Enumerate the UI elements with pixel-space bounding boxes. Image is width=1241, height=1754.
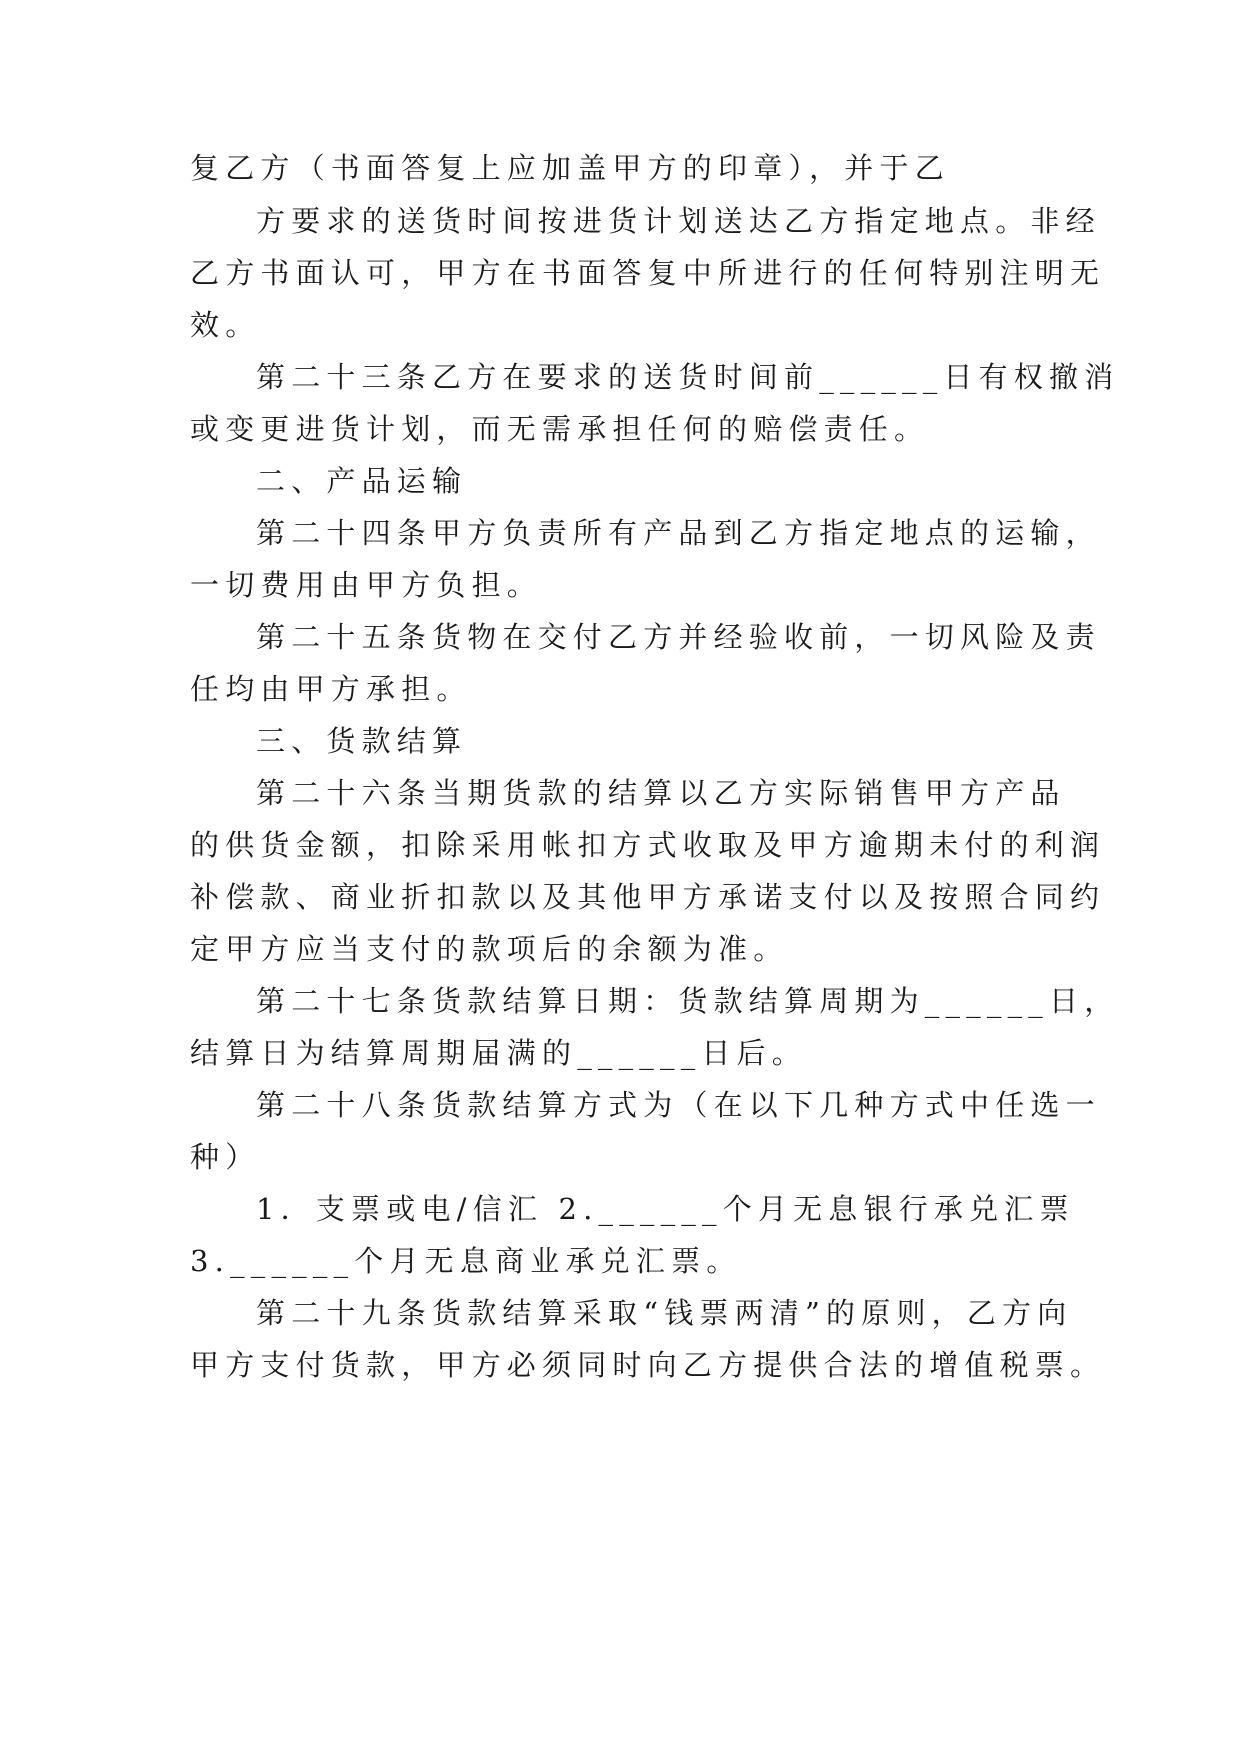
text-line-17: 第二十七条货款结算日期：货款结算周期为______日， xyxy=(256,984,1120,1018)
text-line-22: 3.______个月无息商业承兑汇票。 xyxy=(190,1244,742,1278)
text-line-23: 第二十九条货款结算采取“钱票两清”的原则，乙方向 xyxy=(256,1296,1073,1330)
text-line-24: 甲方支付货款，甲方必须同时向乙方提供合法的增值税票。 xyxy=(190,1348,1106,1382)
text-line-8: 第二十四条甲方负责所有产品到乙方指定地点的运输， xyxy=(256,516,1101,550)
text-line-1: 复乙方（书面答复上应加盖甲方的印章），并于乙 xyxy=(190,151,950,185)
text-line-11: 任均由甲方承担。 xyxy=(190,672,472,706)
text-line-6: 或变更进货计划，而无需承担任何的赔偿责任。 xyxy=(190,412,930,446)
text-line-3: 乙方书面认可，甲方在书面答复中所进行的任何特别注明无 xyxy=(190,256,1106,290)
text-line-2: 方要求的送货时间按进货计划送达乙方指定地点。非经 xyxy=(256,204,1101,238)
text-line-14: 的供货金额，扣除采用帐扣方式收取及甲方逾期未付的利润 xyxy=(190,828,1106,862)
text-line-19: 第二十八条货款结算方式为（在以下几种方式中任选一 xyxy=(256,1088,1101,1122)
text-line-15: 补偿款、商业折扣款以及其他甲方承诺支付以及按照合同约 xyxy=(190,880,1106,914)
text-line-16: 定甲方应当支付的款项后的余额为准。 xyxy=(190,932,789,966)
text-line-5: 第二十三条乙方在要求的送货时间前______日有权撤消 xyxy=(256,360,1120,394)
section-heading-settlement: 三、货款结算 xyxy=(256,724,468,758)
text-line-10: 第二十五条货物在交付乙方并经验收前，一切风险及责 xyxy=(256,620,1101,654)
section-heading-transport: 二、产品运输 xyxy=(256,464,468,498)
text-line-9: 一切费用由甲方负担。 xyxy=(190,568,543,602)
text-line-13: 第二十六条当期货款的结算以乙方实际销售甲方产品 xyxy=(256,776,1066,810)
text-line-20: 种） xyxy=(190,1140,261,1174)
text-line-21: 1．支票或电/信汇 2.______个月无息银行承兑汇票 xyxy=(256,1192,1075,1226)
text-line-18: 结算日为结算周期届满的______日后。 xyxy=(190,1036,808,1070)
text-line-4: 效。 xyxy=(190,308,261,342)
